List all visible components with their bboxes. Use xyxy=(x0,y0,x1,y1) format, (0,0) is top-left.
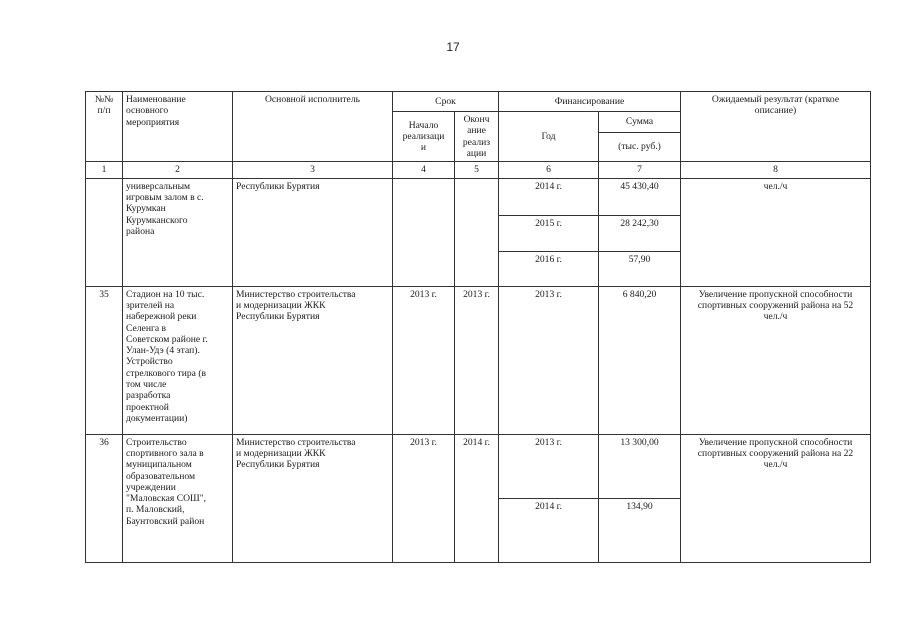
row-fin-year: 2013 г. xyxy=(499,434,599,498)
row-fin-year: 2015 г. xyxy=(499,215,599,251)
row-result: чел./ч xyxy=(681,178,871,286)
header-result: Ожидаемый результат (краткое описание) xyxy=(681,92,871,162)
header-num: №№ п/п xyxy=(86,92,123,162)
col-number: 8 xyxy=(681,162,871,178)
row-result: Увеличение пропускной способности спортивных сооружений района на 22 чел./ч xyxy=(681,434,871,562)
col-number: 2 xyxy=(123,162,233,178)
col-number: 5 xyxy=(455,162,499,178)
row-end xyxy=(455,178,499,286)
header-end: Оконч ание реализ ации xyxy=(455,112,499,162)
row-name: Стадион на 10 тыс. зрителей на набережной реки Селенга в Советском районе г. Улан-Удэ (4 этап). Устройство стрелкового тира (в том числе разработка проектной документации) xyxy=(123,286,233,434)
header-sum-unit: (тыс. руб.) xyxy=(599,132,681,161)
row-end: 2013 г. xyxy=(455,286,499,434)
row-fin-sum: 45 430,40 xyxy=(599,178,681,215)
header-name: Наименование основного мероприятия xyxy=(123,92,233,162)
row-executor: Министерство строительства и модернизации ЖКК Республики Бурятия xyxy=(233,434,393,562)
row-start: 2013 г. xyxy=(393,434,455,562)
row-fin-sum: 28 242,30 xyxy=(599,215,681,251)
header-start: Начало реализаци и xyxy=(393,112,455,162)
row-fin-sum: 134,90 xyxy=(599,498,681,562)
row-fin-year: 2016 г. xyxy=(499,251,599,286)
table-row xyxy=(86,286,871,434)
header-year: Год xyxy=(499,112,599,162)
column-numbers-row xyxy=(86,162,871,178)
row-executor: Министерство строительства и модернизации ЖКК Республики Бурятия xyxy=(233,286,393,434)
row-start: 2013 г. xyxy=(393,286,455,434)
row-num: 36 xyxy=(86,434,123,562)
row-fin-year: 2014 г. xyxy=(499,498,599,562)
row-fin-sum: 13 300,00 xyxy=(599,434,681,498)
header-executor: Основной исполнитель xyxy=(233,92,393,162)
header-financing: Финансирование xyxy=(499,92,681,112)
header-row xyxy=(86,92,871,112)
row-executor: Республики Бурятия xyxy=(233,178,393,286)
col-number: 1 xyxy=(86,162,123,178)
row-num: 35 xyxy=(86,286,123,434)
row-start xyxy=(393,178,455,286)
page-number: 17 xyxy=(446,40,460,54)
row-fin-sum: 57,90 xyxy=(599,251,681,286)
col-number: 7 xyxy=(599,162,681,178)
row-name: Строительство спортивного зала в муниципальном образовательном учреждении "Маловская СОШ", п. Маловский, Баунтовский район xyxy=(123,434,233,562)
header-term: Срок xyxy=(393,92,499,112)
row-fin-sum: 6 840,20 xyxy=(599,286,681,434)
row-result: Увеличение пропускной способности спортивных сооружений района на 52 чел./ч xyxy=(681,286,871,434)
table-row xyxy=(86,178,871,215)
table-row xyxy=(86,434,871,498)
row-num xyxy=(86,178,123,286)
col-number: 4 xyxy=(393,162,455,178)
row-end: 2014 г. xyxy=(455,434,499,562)
row-fin-year: 2014 г. xyxy=(499,178,599,215)
col-number: 3 xyxy=(233,162,393,178)
header-sum: Сумма xyxy=(599,112,681,133)
col-number: 6 xyxy=(499,162,599,178)
row-fin-year: 2013 г. xyxy=(499,286,599,434)
row-name: универсальным игровым залом в с. Курумкан Курумканского района xyxy=(123,178,233,286)
program-table xyxy=(85,91,871,563)
